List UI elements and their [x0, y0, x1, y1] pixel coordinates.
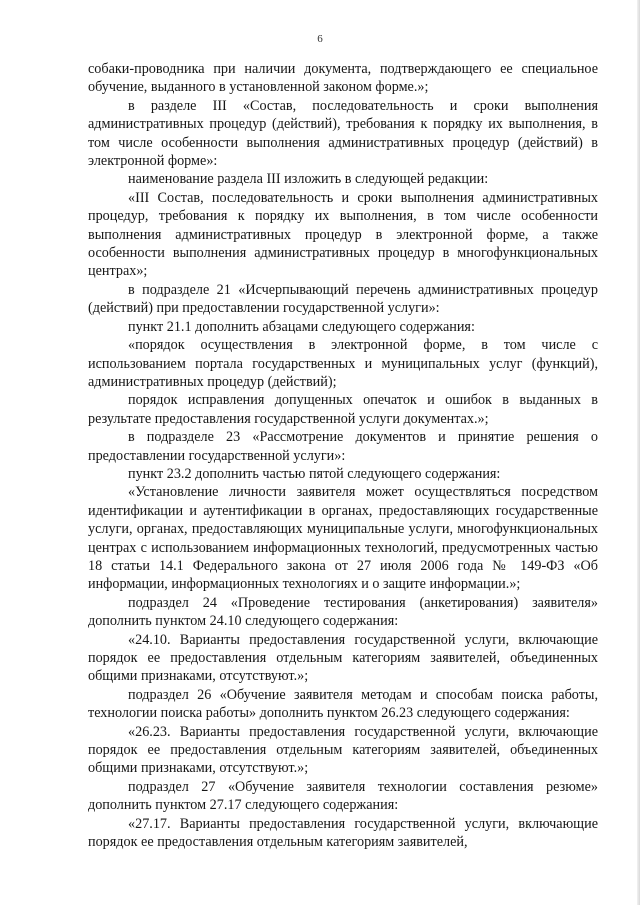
paragraph: в подразделе 23 «Рассмотрение документов и принятие решения о предоставлении государственной услуги»:: [88, 429, 598, 464]
paragraph: подраздел 26 «Обучение заявителя методам и способам поиска работы, технологии поиска работы» дополнить пунктом 26.23 следующего содержания:: [88, 686, 598, 722]
paragraph: «26.23. Варианты предоставления государственной услуги, включающие порядок ее предоставления отдельным категориям заявителей, объединенных общими признаками, отсутствуют.»;: [88, 723, 598, 777]
paragraph: подраздел 27 «Обучение заявителя технологии составления резюме» дополнить пунктом 27.17 следующего содержания:: [88, 778, 598, 814]
paragraph: подраздел 24 «Проведение тестирования (анкетирования) заявителя» дополнить пунктом 24.10 следующего содержания:: [88, 594, 598, 630]
paragraph: наименование раздела III изложить в следующей редакции:: [128, 171, 489, 188]
paragraph: в подразделе 21 «Исчерпывающий перечень административных процедур (действий) при предоставлении государственной услуги»:: [88, 281, 598, 317]
paragraph: «24.10. Варианты предоставления государственной услуги, включающие порядок ее предоставления отдельным категориям заявителей, объединенных общими признаками, отсутствуют.»;: [88, 631, 598, 685]
paragraph: «27.17. Варианты предоставления государственной услуги, включающие порядок ее предоставления отдельным категориям заявителей,: [88, 815, 598, 851]
page-number: 6: [317, 33, 323, 45]
paragraph: собаки-проводника при наличии документа, подтверждающего ее специальное обучение, выданного в установленной законом форме.»;: [88, 61, 598, 96]
paragraph: «Установление личности заявителя может осуществляться посредством идентификации и аутентификации в органах, предоставляющих государственные услуги, органах, предоставляющих муниципальные услуги, многофункциональных центрах с использованием информационных технологий, предусмотренных частью 18 статьи 14.1 Федерального закона от 27 июля 2006 года № 149-ФЗ «Об информации, информационных технологиях и о защите информации.»;: [88, 484, 598, 593]
paragraph: «III Состав, последовательность и сроки выполнения административных процедур, требования к порядку их выполнения, в том числе особенности выполнения административных процедур в электронной форме, а также особенности выполнения административных процедур в многофункциональных центрах»;: [88, 189, 598, 280]
paragraph: пункт 21.1 дополнить абзацами следующего содержания:: [128, 318, 475, 335]
paragraph: в разделе III «Состав, последовательность и сроки выполнения административных процедур (действий), требования к порядку их выполнения, в том числе особенности выполнения административных процедур (действий) в электронной форме»:: [88, 97, 598, 170]
paragraph: пункт 23.2 дополнить частью пятой следующего содержания:: [128, 465, 501, 482]
paragraph: порядок исправления допущенных опечаток и ошибок в выданных в результате предоставления государственной услуги документах.»;: [88, 392, 598, 427]
paragraph: «порядок осуществления в электронной форме, в том числе с использованием портала государственных и муниципальных услуг (функций), административных процедур (действий);: [88, 337, 598, 390]
document-body: [88, 60, 598, 851]
